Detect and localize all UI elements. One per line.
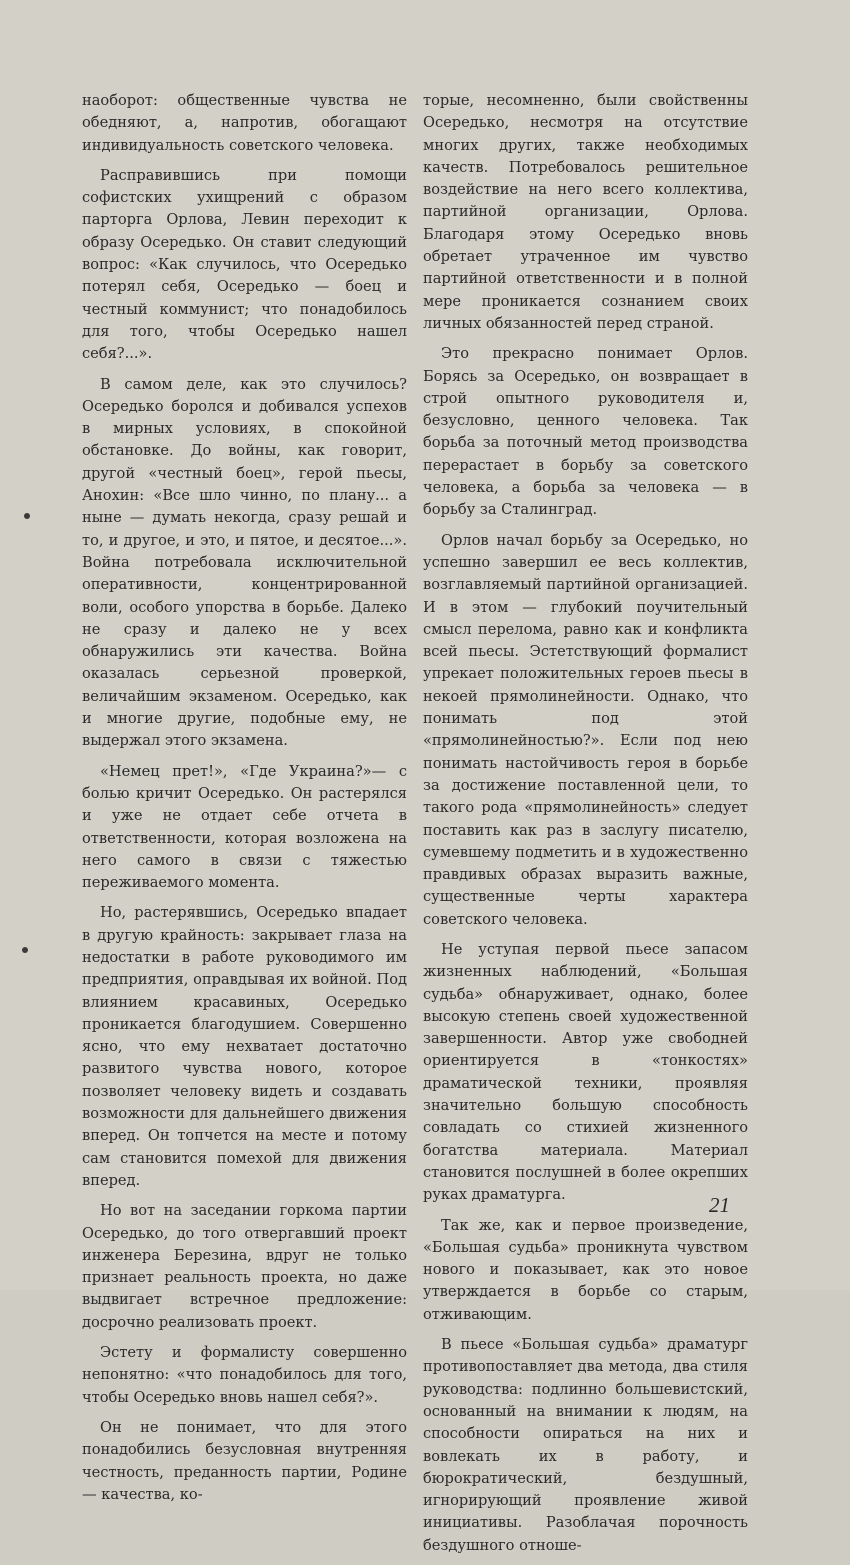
paragraph: торые, несомненно, были свойственны Осередько, несмотря на отсутствие многих других, также необходимых качеств. Потребовалось решительное воздействие на него всего коллектива, партийной организации, Орлова. Благодаря этому Осередько вновь обретает утраченное им чувство партийной ответственности и в полной мере проникается сознанием своих личных обязанностей перед страной.	[423, 92, 748, 332]
paragraph: Не уступая первой пьесе запасом жизненных наблюдений, «Большая судьба» обнаруживает, однако, более высокую степень своей художественной завершенности. Автор уже свободней ориентируется в «тонкостях» драматической техники, проявляя значительно большую способность совладать со стихией жизненного богатства материала. Материал становится послушней в более окрепших руках драматурга.	[423, 940, 748, 1204]
paragraph: Так же, как и первое произведение, «Большая судьба» проникнута чувством нового и показывает, как это новое утверждается в борьбе со старым, отживающим.	[423, 1216, 748, 1323]
right-column	[423, 90, 748, 1565]
paragraph: Орлов начал борьбу за Осередько, но успешно завершил ее весь коллектив, возглавляемый партийной организацией. И в этом — глубокий поучительный смысл перелома, равно как и конфликта всей пьесы. Эстетствующий формалист упрекает положительных героев пьесы в некоей прямолинейности. Однако, что понимать под этой «прямолинейностью?». Если под нею понимать настойчивость героя в борьбе за достижение поставленной цели, то такого рода «прямолинейность» следует поставить как раз в заслугу писателю, сумевшему подметить и в художественно правдивых образах выразить важные, существенные черты характера советского человека.	[423, 531, 748, 928]
left-column	[82, 90, 407, 1514]
paragraph: В самом деле, как это случилось? Осередько боролся и добивался успехов в мирных условиях, в спокойной обстановке. До войны, как говорит, другой «честный боец», герой пьесы, Анохин: «Все шло чинно, по плану... а ныне — думать некогда, сразу решай и то, и другое, и это, и пятое, и десятое...». Война потребовала исключительной оперативности, концентрированной воли, особого упорства в борьбе. Далеко не сразу и далеко не у всех обнаружились эти качества. Война оказалась серьезной проверкой, величайшим экзаменом. Осередько, как и многие другие, подобные ему, не выдержал этого экзамена.	[82, 375, 407, 750]
paragraph: Но вот на заседании горкома партии Осередько, до того отвергавший проект инженера Березина, вдруг не только признает реальность проекта, но даже выдвигает встречное предложение: досрочно реализовать проект.	[82, 1202, 407, 1331]
paragraph: Он не понимает, что для этого понадобились безусловная внутренняя честность, преданность партии, Родине — качества, ко-	[82, 1418, 407, 1503]
paragraph: В пьесе «Большая судьба» драматург противопоставляет два метода, два стиля руководства: подлинно большевистский, основанный на внимании к людям, на способности опираться на них и вовлекать их в работу, и бюрократический, бездушный, игнорирующий проявление живой инициативы. Разоблачая порочность бездушного отноше-	[423, 1336, 748, 1554]
paragraph: Это прекрасно понимает Орлов. Борясь за Осередько, он возвращает в строй опытного руководителя и, безусловно, ценного человека. Так борьба за поточный метод производства перерастает в борьбу за советского человека, а борьба за человека — в борьбу за Сталинград.	[423, 345, 748, 519]
paragraph: Расправившись при помощи софистских ухищрений с образом парторга Орлова, Левин переходит к образу Осередько. Он ставит следующий вопрос: «Как случилось, что Осередько потерял себя, Осередько — боец и честный коммунист; что понадобилось для того, чтобы Осередько нашел себя?...».	[82, 166, 407, 363]
binding-hole	[22, 947, 28, 953]
page-number: 21	[709, 1193, 730, 1217]
paragraph: Эстету и формалисту совершенно непонятно: «что понадобилось для того, чтобы Осередько вновь нашел себя?».	[82, 1344, 407, 1406]
binding-hole	[24, 513, 30, 519]
paragraph: «Немец прет!», «Где Украина?»— с болью кричит Осередько. Он растерялся и уже не отдает себе отчета в ответственности, которая возложена на него самого в связи с тяжестью переживаемого момента.	[82, 762, 407, 892]
paragraph: наоборот: общественные чувства не обедняют, а, напротив, обогащают индивидуальность советского человека.	[82, 92, 407, 154]
paragraph: Но, растерявшись, Осередько впадает в другую крайность: закрывает глаза на недостатки в работе руководимого им предприятия, оправдывая их войной. Под влиянием красавиных, Осередько проникается благодушием. Совершенно ясно, что ему нехватает достаточно развитого чувства нового, которое позволяет человеку видеть и создавать возможности для дальнейшего движения вперед. Он топчется на месте и потому сам становится помехой для движения вперед.	[82, 904, 407, 1189]
